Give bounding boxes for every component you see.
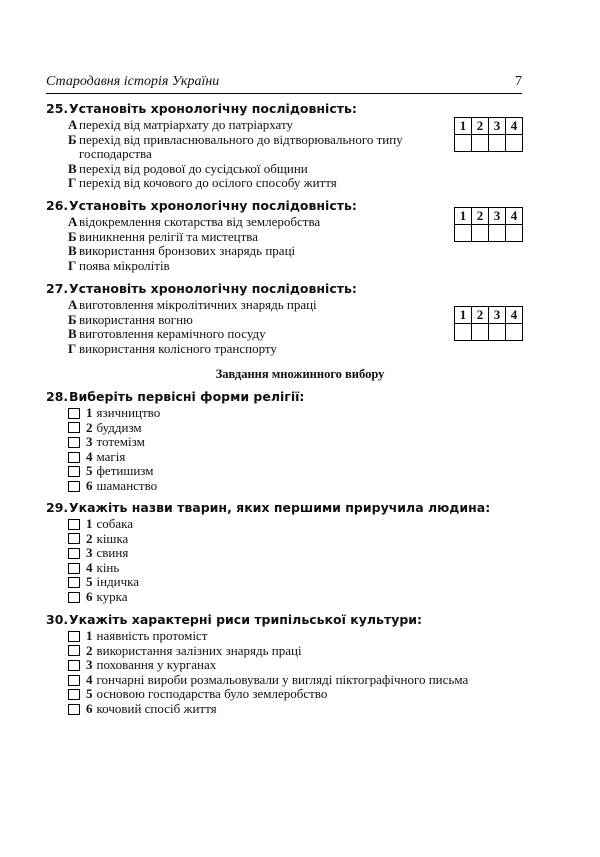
question-28: [46, 389, 526, 494]
choice-list: [68, 629, 526, 717]
choice-number: 1: [86, 516, 93, 531]
answer-cell[interactable]: [489, 324, 506, 341]
option-text: перехід від матріархату до патріархату: [79, 117, 293, 132]
answer-header-1: 1: [455, 118, 472, 135]
choice-number: 3: [86, 545, 93, 561]
option-text: відокремлення скотарства від землеробства: [79, 214, 321, 229]
choice-item: [68, 532, 526, 547]
choice-item: [68, 464, 526, 479]
answer-header-4: 4: [506, 307, 523, 324]
choice-number: 4: [86, 671, 93, 687]
question-title: [46, 281, 526, 296]
option-letter: Г: [68, 175, 77, 191]
choice-item: [68, 687, 526, 702]
choice-number: 1: [86, 405, 93, 420]
checkbox[interactable]: [68, 577, 80, 588]
checkbox[interactable]: [68, 660, 80, 671]
choice-number: 2: [86, 642, 93, 658]
choice-text: кочовий спосіб життя: [96, 700, 217, 716]
question-text: Установіть хронологічну послідовність:: [69, 101, 357, 116]
choice-text: собака: [96, 516, 134, 531]
option-text: використання колісного транспорту: [79, 340, 277, 356]
answer-header-1: 1: [455, 208, 472, 225]
choice-number: 6: [86, 477, 93, 493]
question-30: [46, 612, 526, 717]
choice-number: 2: [86, 419, 93, 435]
checkbox[interactable]: [68, 675, 80, 686]
choice-list: [68, 517, 526, 605]
choice-number: 5: [86, 686, 93, 702]
answer-cell[interactable]: [489, 135, 506, 152]
choice-list: [68, 406, 526, 494]
option-h: [68, 176, 526, 191]
question-text: Виберіть первісні форми релігії:: [69, 389, 305, 404]
choice-text: поховання у курганах: [96, 657, 217, 673]
question-text: Укажіть назви тварин, яких першими приручила людина:: [69, 500, 491, 515]
option-text: використання вогню: [79, 311, 193, 327]
choice-item: [68, 561, 526, 576]
checkbox[interactable]: [68, 437, 80, 448]
choice-number: 6: [86, 700, 93, 716]
choice-text: наявність протоміст: [96, 628, 208, 643]
question-number: 30.: [46, 612, 69, 627]
choice-item: [68, 702, 526, 717]
choice-text: кішка: [96, 530, 129, 546]
answer-grid-26: [454, 207, 523, 242]
option-letter: В: [68, 243, 77, 259]
option-letter: В: [68, 326, 77, 342]
option-text: поява мікролітів: [79, 257, 170, 273]
answer-cell[interactable]: [472, 225, 489, 242]
option-letter: Г: [68, 340, 77, 356]
option-letter: В: [68, 160, 77, 176]
answer-header-2: 2: [472, 118, 489, 135]
option-v: [68, 244, 526, 259]
question-text: Установіть хронологічну послідовність:: [69, 198, 357, 213]
choice-item: [68, 435, 526, 450]
checkbox[interactable]: [68, 481, 80, 492]
checkbox[interactable]: [68, 533, 80, 544]
answer-header-3: 3: [489, 307, 506, 324]
page-header: [46, 74, 522, 94]
checkbox[interactable]: [68, 689, 80, 700]
option-text: виготовлення мікролітичних знарядь праці: [79, 297, 317, 312]
choice-number: 3: [86, 434, 93, 450]
checkbox[interactable]: [68, 704, 80, 715]
question-text: Укажіть характерні риси трипільської культури:: [69, 612, 423, 627]
answer-cell[interactable]: [455, 324, 472, 341]
answer-cell[interactable]: [506, 225, 523, 242]
choice-text: курка: [96, 588, 128, 604]
checkbox[interactable]: [68, 452, 80, 463]
option-text: виникнення релігії та мистецтва: [79, 228, 259, 244]
answer-grid-27: [454, 306, 523, 341]
answer-header-2: 2: [472, 307, 489, 324]
choice-item: [68, 450, 526, 465]
option-text: перехід від кочового до осілого способу життя: [79, 175, 337, 191]
question-title: [46, 612, 526, 627]
choice-text: використання залізних знарядь праці: [96, 642, 302, 658]
answer-header-1: 1: [455, 307, 472, 324]
choice-item: [68, 644, 526, 659]
question-number: 26.: [46, 198, 69, 213]
choice-item: [68, 629, 526, 644]
option-text: використання бронзових знарядь праці: [79, 243, 296, 259]
choice-item: [68, 517, 526, 532]
option-letter: Б: [68, 228, 77, 244]
choice-number: 2: [86, 530, 93, 546]
checkbox[interactable]: [68, 592, 80, 603]
option-h: [68, 342, 526, 357]
option-letter: А: [68, 117, 78, 132]
question-title: [46, 101, 526, 116]
choice-text: фетишизм: [96, 463, 154, 479]
choice-text: шаманство: [96, 477, 158, 493]
choice-item: [68, 479, 526, 494]
question-number: 29.: [46, 500, 69, 515]
answer-grid-25: [454, 117, 523, 152]
choice-item: [68, 421, 526, 436]
option-v: [68, 162, 526, 177]
answer-cell[interactable]: [472, 135, 489, 152]
option-text: виготовлення керамічного посуду: [79, 326, 266, 342]
choice-number: 4: [86, 448, 93, 464]
choice-number: 5: [86, 463, 93, 479]
choice-text: тотемізм: [96, 434, 145, 450]
option-letter: А: [68, 297, 78, 312]
question-title: [46, 389, 526, 404]
choice-number: 4: [86, 559, 93, 575]
question-title: [46, 500, 526, 515]
checkbox[interactable]: [68, 408, 80, 419]
choice-text: кінь: [96, 559, 120, 575]
question-text: Установіть хронологічну послідовність:: [69, 281, 357, 296]
checkbox[interactable]: [68, 563, 80, 574]
option-text: перехід від родової до сусідської общини: [79, 160, 308, 176]
answer-header-3: 3: [489, 208, 506, 225]
page-number: 7: [515, 74, 522, 89]
answer-cell[interactable]: [506, 135, 523, 152]
choice-number: 5: [86, 574, 93, 590]
question-number: 28.: [46, 389, 69, 404]
choice-text: основою господарства було землеробство: [96, 686, 328, 702]
question-number: 25.: [46, 101, 69, 116]
option-letter: Б: [68, 311, 77, 327]
choice-text: магія: [96, 448, 126, 464]
choice-number: 3: [86, 657, 93, 673]
checkbox[interactable]: [68, 519, 80, 530]
answer-header-3: 3: [489, 118, 506, 135]
choice-text: буддизм: [96, 419, 142, 435]
answer-cell[interactable]: [455, 225, 472, 242]
choice-text: свиня: [96, 545, 129, 561]
choice-text: гончарні вироби розмальовували у вигляді піктографічного письма: [96, 671, 469, 687]
choice-number: 1: [86, 628, 93, 643]
choice-item: [68, 575, 526, 590]
choice-item: [68, 406, 526, 421]
answer-header-4: 4: [506, 208, 523, 225]
answer-header-4: 4: [506, 118, 523, 135]
checkbox[interactable]: [68, 548, 80, 559]
answer-cell[interactable]: [472, 324, 489, 341]
choice-item: [68, 590, 526, 605]
choice-item: [68, 546, 526, 561]
question-29: [46, 500, 526, 605]
option-letter: Г: [68, 257, 77, 273]
checkbox[interactable]: [68, 631, 80, 642]
answer-cell[interactable]: [489, 225, 506, 242]
option-letter: А: [68, 214, 78, 229]
book-title: Стародавня історія України: [46, 74, 220, 89]
answer-header-2: 2: [472, 208, 489, 225]
option-text: перехід від привласнювального до відтворювального типу господарства: [79, 131, 403, 162]
option-h: [68, 259, 526, 274]
checkbox[interactable]: [68, 466, 80, 477]
answer-cell[interactable]: [455, 135, 472, 152]
option-letter: Б: [68, 131, 77, 147]
choice-item: [68, 658, 526, 673]
checkbox[interactable]: [68, 645, 80, 656]
section-title: Завдання множинного вибору: [215, 367, 385, 381]
choice-text: язичництво: [96, 405, 161, 420]
choice-item: [68, 673, 526, 688]
choice-number: 6: [86, 588, 93, 604]
checkbox[interactable]: [68, 422, 80, 433]
answer-cell[interactable]: [506, 324, 523, 341]
question-number: 27.: [46, 281, 69, 296]
choice-text: індичка: [96, 574, 140, 590]
